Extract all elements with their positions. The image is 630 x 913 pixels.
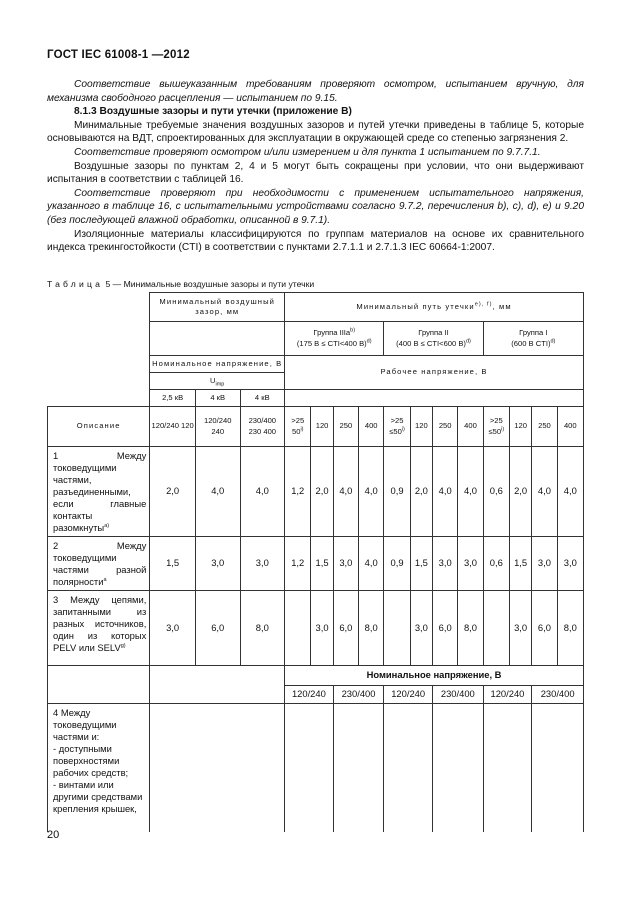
header-working-blank — [285, 390, 584, 407]
creepage-value: 4,0 — [333, 447, 358, 537]
creepage-value: 3,0 — [557, 537, 583, 591]
creepage-value: 2,0 — [410, 447, 432, 537]
header-clearance-blank — [150, 322, 285, 356]
table-data-rows — [48, 447, 584, 666]
creepage-value: 8,0 — [458, 591, 483, 666]
working-400: 400 — [359, 407, 384, 447]
body-text — [47, 78, 584, 255]
kv-col-3: 4 кВ — [240, 390, 285, 407]
clearance-value: 8,0 — [240, 591, 285, 666]
header-creepage: Минимальный путь утечки$^{е), f)}$, мм — [285, 293, 584, 322]
creepage-value: 0,6 — [483, 447, 509, 537]
nominal-pair-5: 120/240 — [483, 686, 532, 704]
row-4-cell — [432, 704, 483, 832]
creepage-value: 4,0 — [432, 447, 457, 537]
header-description: Описание — [48, 407, 150, 447]
creepage-value: 8,0 — [359, 591, 384, 666]
header-nominal-voltage-bold: Номинальное напряжение, В — [285, 666, 584, 686]
clearance-value: 3,0 — [195, 537, 240, 591]
clearance-value: 1,5 — [150, 537, 196, 591]
nominal-pair-3: 120/240 — [384, 686, 433, 704]
voltage-col-2: 120/240 240 — [195, 407, 240, 447]
row-4-cell — [285, 704, 334, 832]
paragraph-reduction: Воздушные зазоры по пунктам 2, 4 и 5 могут быть сокращены при условии, что они выдерживают испытания в соответствии с таблицей 16. — [47, 160, 584, 186]
table-clearances — [47, 292, 584, 832]
row-4-cell — [333, 704, 384, 832]
creepage-value: 2,0 — [311, 447, 333, 537]
working-250: 250 — [532, 407, 557, 447]
creepage-value: 4,0 — [359, 447, 384, 537]
header-group-3a: Группа IIIa$^{b)}$ (175 В ≤ CTI<400 В)$^{d)}$ — [285, 322, 384, 356]
paragraph-compliance-inspection: Соответствие проверяют осмотром и/или измерением и для пункта 1 испытанием по 9.7.7.1. — [74, 146, 541, 158]
working-gt25-le50: >25 $\le 50^{i)}$ — [483, 407, 509, 447]
creepage-value — [384, 591, 410, 666]
nominal-pair-1: 120/240 — [285, 686, 334, 704]
clearance-value: 4,0 — [195, 447, 240, 537]
clearance-value: 3,0 — [240, 537, 285, 591]
working-400: 400 — [557, 407, 583, 447]
working-120: 120 — [410, 407, 432, 447]
creepage-value: 3,0 — [532, 537, 557, 591]
row-4-cell — [532, 704, 584, 832]
creepage-value: 1,5 — [311, 537, 333, 591]
document-header: ГОСТ IEC 61008-1 —2012 — [47, 49, 190, 61]
creepage-value: 8,0 — [557, 591, 583, 666]
creepage-value: 0,6 — [483, 537, 509, 591]
header-group-2: Группа II (400 В ≤ CTI<600 В)$^{d)}$ — [384, 322, 483, 356]
creepage-value: 4,0 — [359, 537, 384, 591]
creepage-value: 3,0 — [311, 591, 333, 666]
paragraph-material-groups: Изоляционные материалы классифицируются по группам материалов на основе их сравнительного индекса трекингостойкости (CTI) в соответствии с пунктами 2.7.1.1 и 2.7.1.3 IEC 60664-1:2007. — [47, 228, 584, 254]
header-group-1: Группа I (600 В CTI)$^{d)}$ — [483, 322, 583, 356]
creepage-value: 2,0 — [509, 447, 531, 537]
section-heading-8-1-3: 8.1.3 Воздушные зазоры и пути утечки (приложение В) — [74, 106, 352, 118]
table-corner — [48, 293, 150, 407]
working-gt25-50: >25 50$^{i)}$ — [285, 407, 311, 447]
clearance-value: 3,0 — [150, 591, 196, 666]
creepage-value: 1,5 — [410, 537, 432, 591]
clearance-value: 2,0 — [150, 447, 196, 537]
creepage-value: 6,0 — [532, 591, 557, 666]
creepage-value — [285, 591, 311, 666]
paragraph-min-values: Минимальные требуемые значения воздушных зазоров и путей утечки приведены в таблице 5, которые основываются на ВДТ, спроектированных для эксплуатации в окружающей среде со степенью загрязнения 2. — [47, 119, 584, 145]
working-400: 400 — [458, 407, 483, 447]
creepage-value: 4,0 — [532, 447, 557, 537]
creepage-value: 1,2 — [285, 447, 311, 537]
nominal-pair-2: 230/400 — [333, 686, 384, 704]
table-caption — [47, 279, 314, 289]
creepage-value: 3,0 — [432, 537, 457, 591]
creepage-value: 4,0 — [458, 447, 483, 537]
creepage-value: 0,9 — [384, 447, 410, 537]
header-clearance: Минимальный воздушный зазор, мм — [150, 293, 285, 322]
header-working-voltage: Рабочее напряжение, В — [285, 356, 584, 390]
kv-col-1: 2,5 кВ — [150, 390, 196, 407]
row-description: 3 Между цепями, запитанными из разных источников, один из которых PELV или SELV$^{g)}$ — [48, 591, 150, 666]
creepage-value: 3,0 — [410, 591, 432, 666]
creepage-value: 6,0 — [333, 591, 358, 666]
paragraph-compliance-free-trip: Соответствие вышеуказанным требованиям проверяют осмотром, испытанием вручную, для механизма свободного расцепления — испытанием по 9.15. — [47, 79, 584, 104]
row-4-cell — [483, 704, 532, 832]
creepage-value: 1,5 — [509, 537, 531, 591]
creepage-value: 3,0 — [509, 591, 531, 666]
page-number: 20 — [47, 829, 60, 841]
row-4-clearance — [150, 704, 285, 832]
row-description: 1 Между токоведущими частями, разъединенными, если главные контакты разомкнуты$^{a)}$ — [48, 447, 150, 537]
creepage-value: 3,0 — [458, 537, 483, 591]
voltage-col-3: 230/400 230 400 — [240, 407, 285, 447]
row-4-cell — [384, 704, 433, 832]
creepage-value — [483, 591, 509, 666]
nominal-pair-6: 230/400 — [532, 686, 584, 704]
kv-col-2: 4 кВ — [195, 390, 240, 407]
working-120: 120 — [311, 407, 333, 447]
creepage-value: 1,2 — [285, 537, 311, 591]
clearance-value: 4,0 — [240, 447, 285, 537]
working-gt25-le50: >25 $\le 50^{i)}$ — [384, 407, 410, 447]
table-row — [48, 447, 584, 537]
table-caption-word: Таблица — [47, 279, 104, 289]
table-row — [48, 591, 584, 666]
voltage-col-1: 120/240 120 — [150, 407, 196, 447]
row-4-description: 4 Между токоведущими частями и: - доступными поверхностями рабочих средств; - винтами или другими средствами крепления крышек, — [48, 704, 150, 832]
table-caption-text: 5 — Минимальные воздушные зазоры и пути утечки — [105, 279, 315, 289]
creepage-value: 4,0 — [557, 447, 583, 537]
header-uimp: $U_{imp}$ — [150, 373, 285, 390]
working-250: 250 — [432, 407, 457, 447]
nominal-desc-blank — [48, 666, 150, 704]
table-row — [48, 537, 584, 591]
working-250: 250 — [333, 407, 358, 447]
nominal-clearance-blank — [150, 666, 285, 704]
creepage-value: 0,9 — [384, 537, 410, 591]
nominal-pair-4: 230/400 — [432, 686, 483, 704]
creepage-value: 6,0 — [432, 591, 457, 666]
row-description: 2 Между токоведущими частями разной полярности$^a$ — [48, 537, 150, 591]
paragraph-compliance-test-voltage: Соответствие проверяют при необходимости с применением испытательного напряжения, указанного в таблице 16, с испытательными устройствами согласно 9.7.2, перечисления b), c), d), e) и 9.20 (без последующей влажной обработки, описанной в 9.7.1). — [47, 187, 584, 226]
working-120: 120 — [509, 407, 531, 447]
header-nominal-voltage: Номинальное напряжение, В — [150, 356, 285, 373]
creepage-value: 3,0 — [333, 537, 358, 591]
clearance-value: 6,0 — [195, 591, 240, 666]
